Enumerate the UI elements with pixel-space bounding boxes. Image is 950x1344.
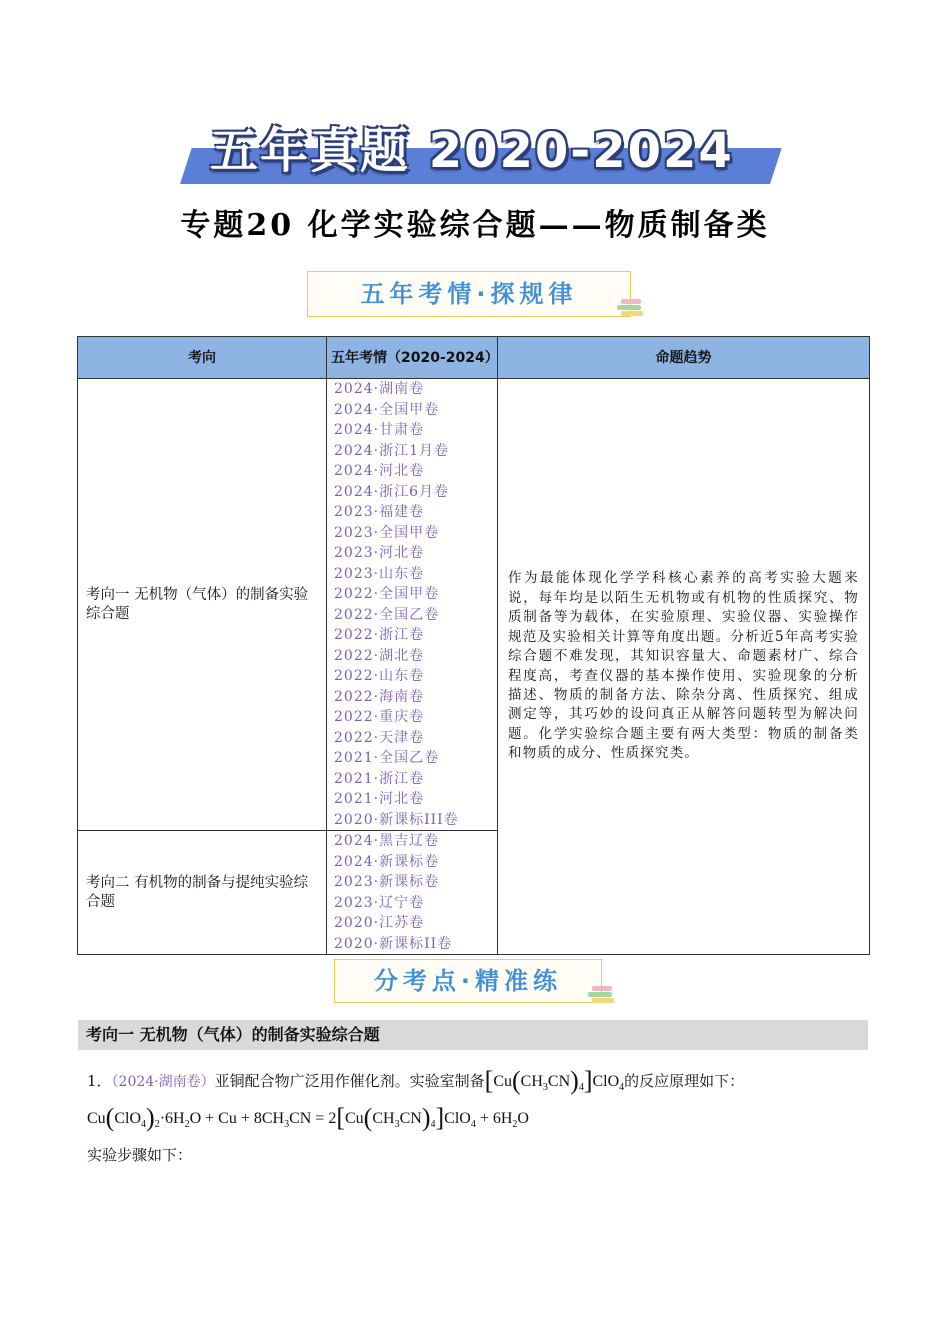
year-item: 2024·河北卷 [334, 463, 425, 479]
year-item: 2023·新课标卷 [334, 874, 440, 890]
question-number: 1． [87, 1072, 112, 1090]
year-item: 2024·浙江6月卷 [334, 483, 449, 500]
table-row [78, 379, 870, 831]
section-heading: 考向一 无机物（气体）的制备实验综合题 [78, 1020, 868, 1050]
year-item: 2024·甘肃卷 [334, 422, 425, 438]
year-item: 2024·全国甲卷 [334, 401, 440, 418]
year-item: 2022·浙江卷 [334, 627, 425, 643]
header-years: 五年考情（2020-2024） [327, 337, 498, 379]
year-item: 2024·黑吉辽卷 [334, 833, 440, 849]
question-text-after: 的反应原理如下： [624, 1072, 745, 1090]
year-item: 2020·江苏卷 [334, 915, 425, 931]
year-item: 2024·湖南卷 [334, 381, 425, 397]
years-cell [327, 379, 498, 831]
year-item: 2024·新课标卷 [334, 853, 440, 870]
trend-cell: 作为最能体现化学学科核心素养的高考实验大题来说，每年均是以陌生无机物或有机物的性质探究、物质制备等为载体，在实验原理、实验仪器、实验操作规范及实验相关计算等角度出题。分析近5年高考实验综合题不难发现，其知识容量大、命题素材广、综合程度高，考查仪器的基本操作使用、实验现象的分析描述、物质的制备方法、除杂分离、性质探究、组成测定等，其巧妙的设问真正从解答问题转型为解决问题。化学实验综合题主要有两大类型：物质的制备类和物质的成分、性质探究类。 [498, 379, 870, 955]
year-item: 2020·新课标III卷 [334, 811, 459, 828]
year-item: 2022·重庆卷 [334, 709, 425, 725]
year-item: 2022·全国乙卷 [334, 606, 440, 623]
table-header-row [78, 337, 870, 379]
question-source: （2024·湖南卷） [111, 1074, 215, 1090]
year-item: 2022·山东卷 [334, 668, 425, 684]
year-item: 2021·浙江卷 [334, 770, 425, 787]
year-item: 2021·全国乙卷 [334, 750, 440, 766]
year-item: 2021·河北卷 [334, 791, 425, 807]
formula-complex: $[Cu(CH_3CN)_4]ClO_4$ [484, 1066, 625, 1095]
year-item: 2024·浙江1月卷 [334, 442, 449, 459]
badge-practice: 分考点·精准练 [334, 959, 602, 1003]
header-trend: 命题趋势 [498, 337, 870, 379]
books-icon [588, 984, 618, 1006]
steps-label: 实验步骤如下： [87, 1146, 193, 1164]
banner-title: 五年真题 2020-2024 [210, 123, 734, 179]
year-item: 2020·新课标II卷 [334, 935, 453, 952]
question-text: 亚铜配合物广泛用作催化剂。实验室制备 [214, 1072, 485, 1090]
year-item: 2022·天津卷 [334, 729, 425, 746]
exam-table [77, 336, 870, 955]
header-direction: 考向 [78, 337, 327, 379]
question-line [87, 1066, 744, 1096]
direction-cell: 考向二 有机物的制备与提纯实验综合题 [78, 831, 327, 955]
year-item: 2023·山东卷 [334, 565, 425, 582]
year-item: 2022·湖北卷 [334, 647, 425, 664]
direction-cell: 考向一 无机物（气体）的制备实验综合题 [78, 379, 327, 831]
year-item: 2023·福建卷 [334, 504, 425, 520]
year-item: 2023·河北卷 [334, 545, 425, 561]
badge-five-year: 五年考情·探规律 [307, 271, 631, 317]
year-item: 2023·辽宁卷 [334, 894, 425, 911]
title-banner [180, 120, 770, 186]
year-item: 2022·海南卷 [334, 688, 425, 705]
books-icon [617, 297, 647, 319]
reaction-equation: $Cu(ClO_4)_2\cdot 6H_2O + Cu + 8CH_3CN = 2[Cu(CH_3CN)_4]ClO_4 + 6H_2O$ [87, 1103, 529, 1132]
year-item: 2022·全国甲卷 [334, 586, 440, 602]
year-item: 2023·全国甲卷 [334, 524, 440, 541]
subject-title: 专题20 化学实验综合题——物质制备类 [180, 208, 770, 243]
years-cell [327, 831, 498, 955]
